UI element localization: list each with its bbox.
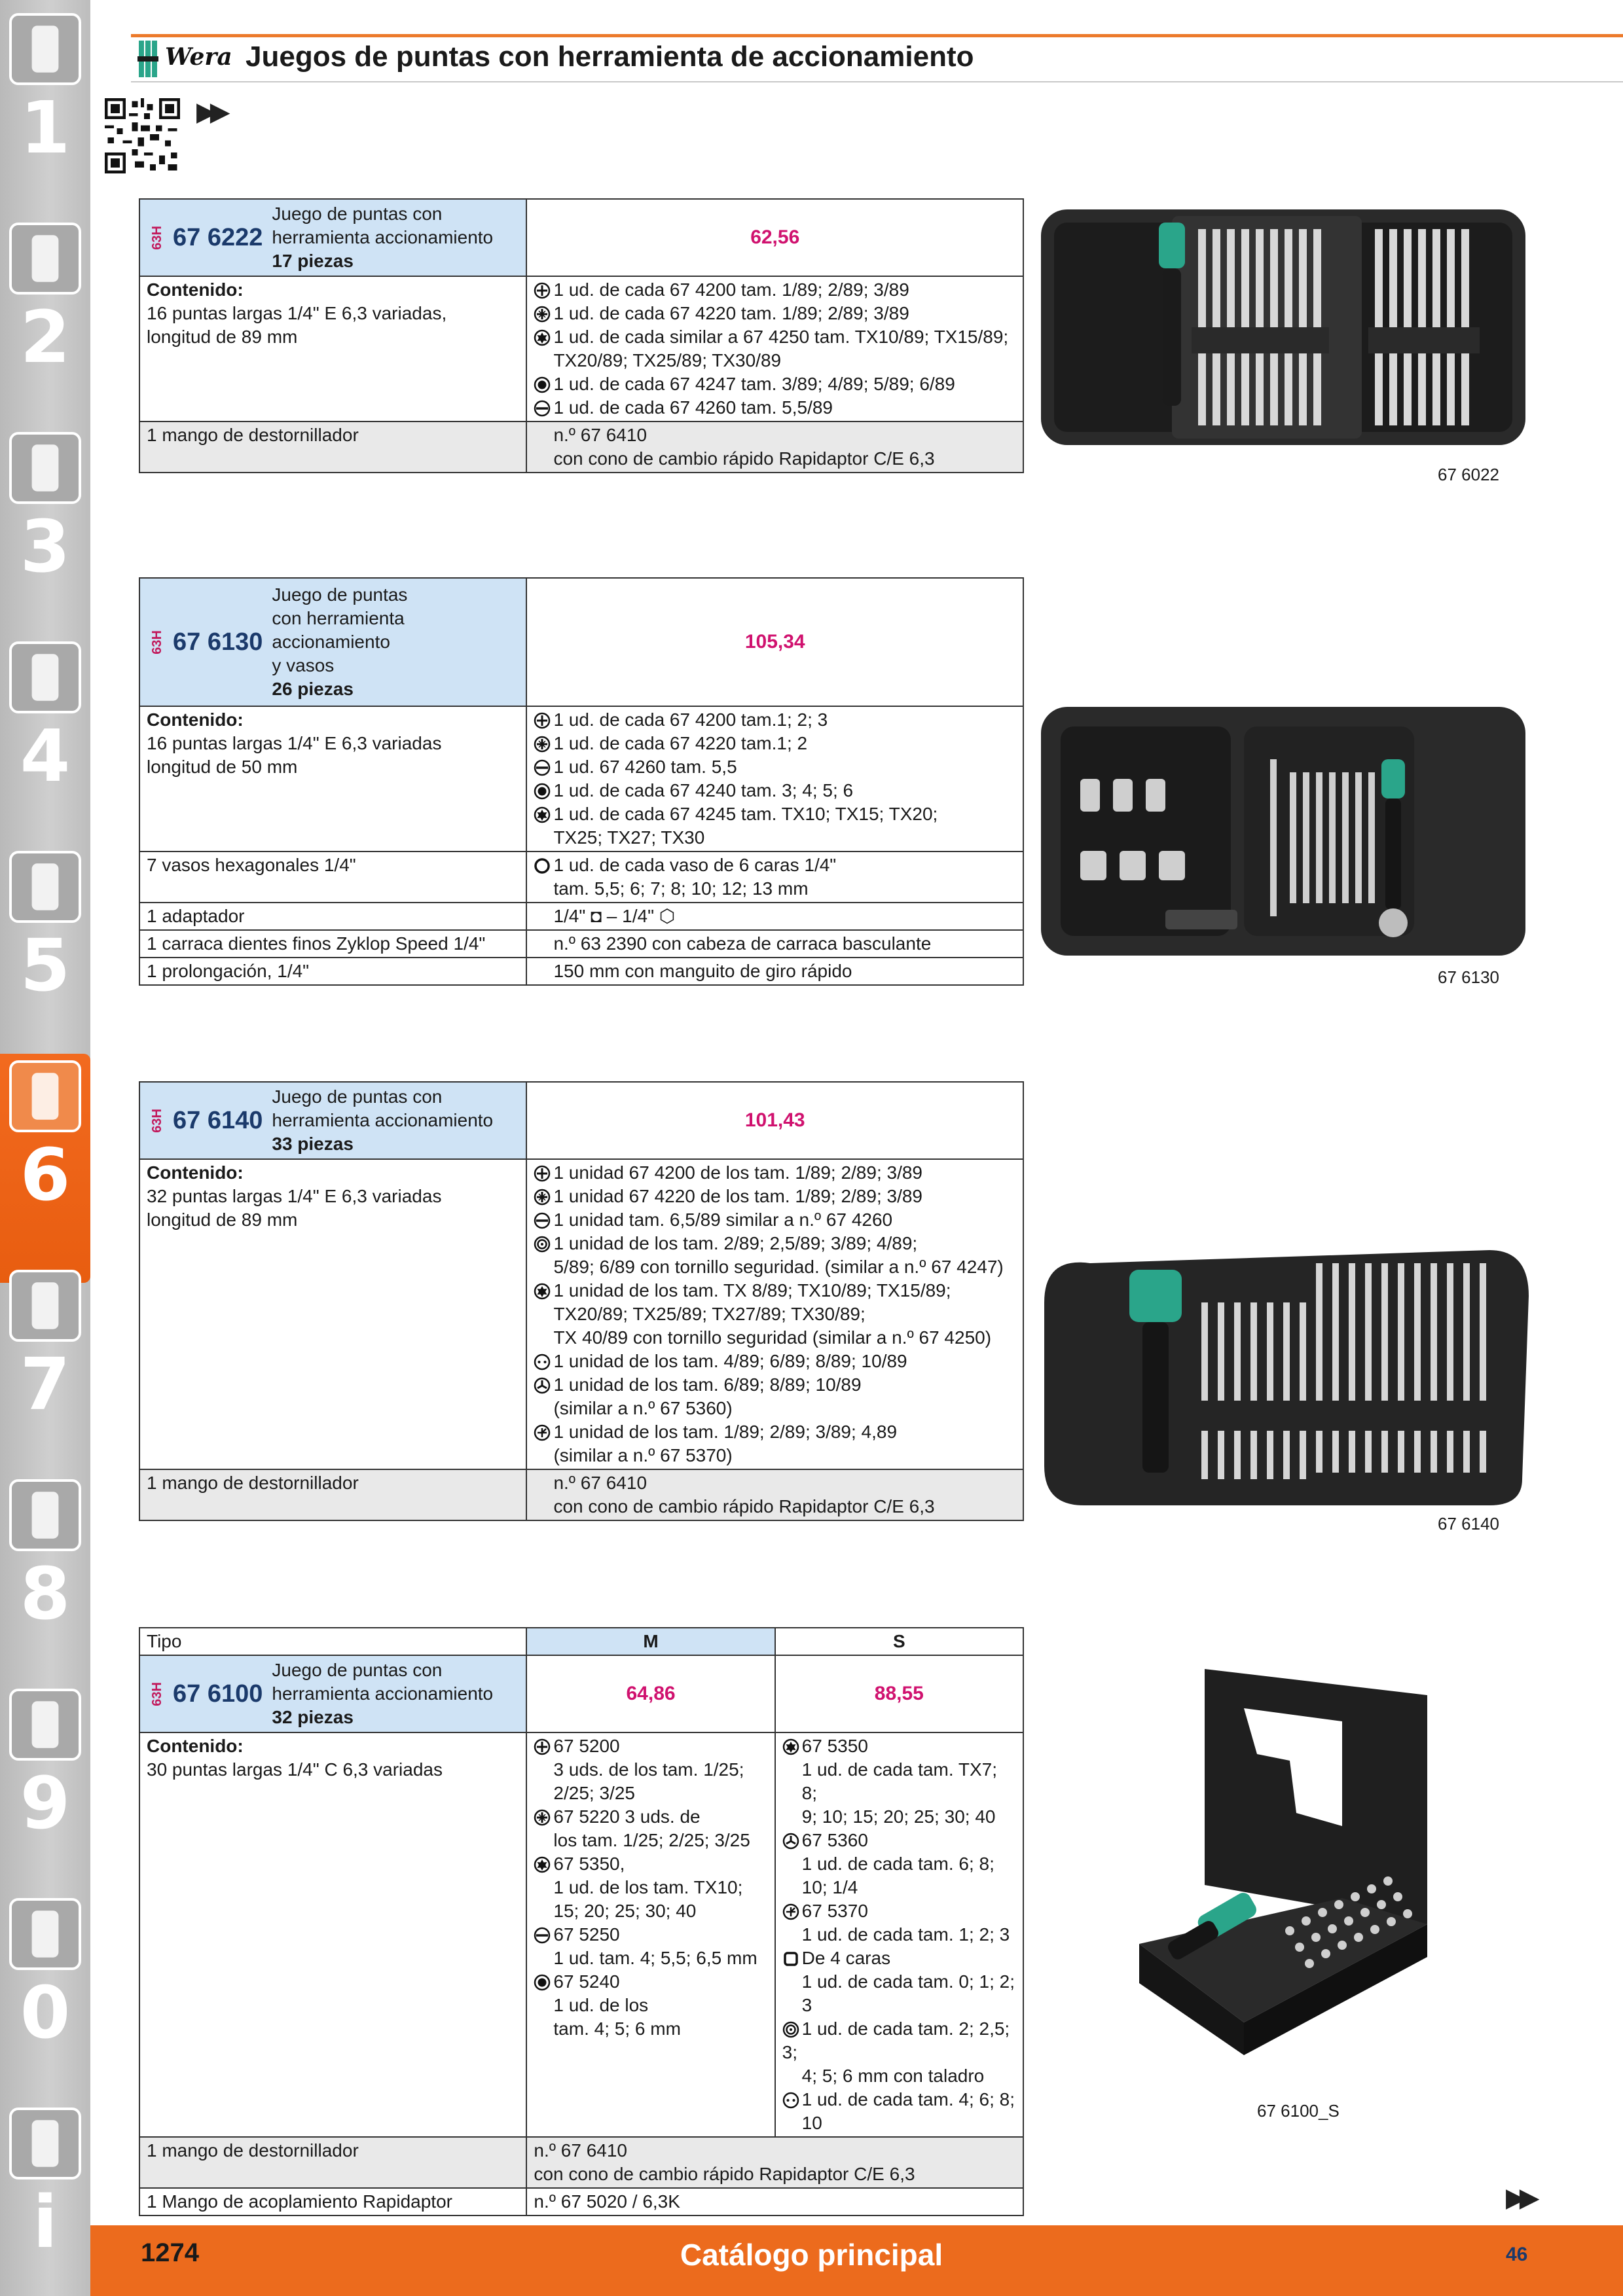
content-item-text: n.º 67 6410 <box>553 425 647 445</box>
content-item <box>534 1734 767 1758</box>
content-item-text: 67 5350, <box>553 1854 625 1874</box>
content-label-line: 1 adaptador <box>147 906 245 926</box>
content-item-text: 1 ud. de cada tam. TX7; 8; <box>801 1759 998 1803</box>
hex-security-icon <box>782 2021 799 2038</box>
hex-security-icon <box>534 1236 551 1253</box>
qr-code[interactable] <box>105 98 180 173</box>
content-item <box>534 302 1016 325</box>
content-detail <box>526 852 1023 903</box>
catalog-page-number: 46 <box>1506 2244 1528 2265</box>
description-line: Juego de puntas con <box>272 204 443 224</box>
content-row <box>139 1469 1023 1520</box>
content-item <box>534 755 1016 779</box>
content-item-text: 1 unidad 67 4220 de los tam. 1/89; 2/89; 3/89 <box>553 1186 922 1206</box>
content-item <box>534 1970 767 1994</box>
product-table-67-6222 <box>139 198 1024 473</box>
content-item <box>534 1852 767 1876</box>
content-label-line: 1 mango de destornillador <box>147 425 359 445</box>
content-item-text: De 4 caras <box>801 1948 891 1968</box>
content-item-text: con cono de cambio rápido Rapidaptor C/E 6,3 <box>553 1496 935 1516</box>
content-item-text: con cono de cambio rápido Rapidaptor C/E 6,3 <box>553 448 935 469</box>
page-number: 1274 <box>141 2238 199 2267</box>
content-item-text: 1 ud. de cada 67 4200 tam.1; 2; 3 <box>553 709 828 730</box>
slotted-icon <box>534 759 551 776</box>
caliper-icon[interactable] <box>9 641 81 713</box>
description-line: accionamiento <box>272 632 390 652</box>
content-item-text: TX 40/89 con tornillo seguridad (similar a n.º 67 4250) <box>553 1327 992 1348</box>
price: 105,34 <box>526 578 1023 706</box>
content-detail <box>526 422 1023 473</box>
product-description <box>272 1085 493 1156</box>
content-item <box>534 1420 1016 1444</box>
image-caption: 67 6140 <box>1438 1514 1499 1534</box>
content-item <box>534 708 1016 732</box>
content-item-continuation <box>534 1444 1016 1467</box>
content-item-continuation <box>534 826 1016 850</box>
content-item-text: (similar a n.º 67 5370) <box>553 1445 733 1465</box>
content-item-continuation <box>782 1852 1016 1876</box>
content-item <box>534 278 1016 302</box>
content-item-text: 1 ud. 67 4260 tam. 5,5 <box>553 757 737 777</box>
torx-icon <box>534 329 551 346</box>
content-item-continuation <box>534 905 1016 928</box>
content-item-text: 1 unidad de los tam. 6/89; 8/89; 10/89 <box>553 1374 862 1395</box>
content-item-text: tam. 4; 5; 6 mm <box>553 2018 681 2039</box>
product-id-cell <box>139 199 526 276</box>
phillips-icon <box>534 1165 551 1182</box>
chapter-number[interactable]: 3 <box>20 505 71 588</box>
safety-glasses-icon[interactable] <box>9 1898 81 1970</box>
product-number[interactable]: 67 6222 <box>173 224 263 251</box>
adapter-row-label: 1 Mango de acoplamiento Rapidaptor <box>139 2188 526 2215</box>
detail-line: n.º 67 6410 <box>534 2140 627 2161</box>
content-item-text: 2/25; 3/25 <box>553 1783 635 1803</box>
content-item-continuation <box>534 1495 1016 1518</box>
phillips-icon <box>534 712 551 729</box>
torx-icon <box>782 1738 799 1755</box>
content-item <box>782 1899 1016 1923</box>
price-m: 64,86 <box>526 1655 775 1732</box>
content-item-text: 1 ud. tam. 4; 5,5; 6,5 mm <box>553 1948 757 1968</box>
content-label-line: 16 puntas largas 1/4" E 6,3 variadas <box>147 733 442 753</box>
content-label <box>139 1159 526 1469</box>
chapter-number[interactable]: 8 <box>20 1552 71 1636</box>
piece-count: 17 piezas <box>272 251 354 271</box>
slotted-icon <box>534 1927 551 1944</box>
content-detail <box>526 903 1023 930</box>
spanner-icon <box>534 1354 551 1371</box>
tri-wing-icon <box>534 1377 551 1394</box>
content-item <box>782 1829 1016 1852</box>
product-id-cell <box>139 1655 526 1732</box>
header-underline <box>131 81 1623 82</box>
content-item-continuation <box>534 1397 1016 1420</box>
slotted-icon <box>534 400 551 417</box>
brand-name: Wera <box>165 43 232 71</box>
square-icon <box>782 1950 799 1967</box>
content-item-continuation <box>782 1970 1016 2017</box>
chapter-number[interactable]: 9 <box>20 1761 71 1845</box>
hex-icon <box>534 1974 551 1991</box>
content-item-text: TX25; TX27; TX30 <box>553 827 705 848</box>
content-item <box>534 1923 767 1946</box>
price: 101,43 <box>526 1082 1023 1159</box>
content-item-text: 1 ud. de los <box>553 1995 649 2015</box>
variant-s-header: S <box>775 1628 1023 1655</box>
content-item-text: 10; 1/4 <box>801 1877 858 1897</box>
content-item <box>782 1734 1016 1758</box>
image-caption: 67 6100_S <box>1257 2101 1340 2121</box>
phillips-icon <box>534 1738 551 1755</box>
content-detail <box>526 706 1023 852</box>
content-row <box>139 422 1023 473</box>
content-row <box>139 706 1023 852</box>
content-item-text: 1 ud. de cada 67 4240 tam. 3; 4; 5; 6 <box>553 780 854 800</box>
content-item-text: 1 ud. de los tam. TX10; <box>553 1877 743 1897</box>
content-item-text: tam. 5,5; 6; 7; 8; 10; 12; 13 mm <box>553 878 809 899</box>
product-image-67-6140 <box>1031 1244 1535 1512</box>
info-icon[interactable] <box>9 2108 81 2179</box>
content-item-continuation <box>534 960 1016 983</box>
variant-m-header: M <box>526 1628 775 1655</box>
pozidriv-icon <box>534 1809 551 1826</box>
description-line: herramienta accionamiento <box>272 227 494 247</box>
product-number[interactable]: 67 6130 <box>173 628 263 656</box>
content-label-line: Contenido: <box>147 709 244 730</box>
tool-cabinet-icon[interactable] <box>9 1689 81 1761</box>
content-item-text: 10 <box>801 2113 822 2133</box>
content-item-continuation <box>534 1471 1016 1495</box>
category-tag: 63H <box>150 630 164 655</box>
content-label <box>139 930 526 958</box>
description-line: con herramienta <box>272 608 405 628</box>
phillips-icon <box>534 282 551 299</box>
content-item-text: 15; 20; 25; 30; 40 <box>553 1901 697 1921</box>
hex-icon <box>534 376 551 393</box>
handle-row-label: 1 mango de destornillador <box>139 2137 526 2188</box>
image-caption: 67 6022 <box>1438 465 1499 484</box>
content-item-text: 67 5370 <box>801 1901 868 1921</box>
product-table-67-6100 <box>139 1627 1024 2216</box>
content-item <box>782 2017 1016 2064</box>
content-item-text: 1 ud. de cada similar a 67 4250 tam. TX10/89; TX15/89; <box>553 327 1009 347</box>
socket-icon <box>534 857 551 874</box>
content-row <box>139 276 1023 422</box>
content-item-text: 1 ud. de cada tam. 4; 6; 8; <box>801 2089 1015 2109</box>
content-detail <box>526 1469 1023 1520</box>
content-item-text: 67 5250 <box>553 1924 620 1945</box>
detail-line: con cono de cambio rápido Rapidaptor C/E 6,3 <box>534 2164 915 2184</box>
header-rule <box>131 34 1623 37</box>
slotted-icon <box>534 1212 551 1229</box>
content-item-text: 1 ud. de cada tam. 2; 2,5; 3; <box>782 2018 1010 2062</box>
description-line: y vasos <box>272 655 335 675</box>
content-item-continuation <box>534 423 1016 447</box>
piece-count: 33 piezas <box>272 1134 354 1154</box>
torx-icon <box>534 1856 551 1873</box>
content-label-line: 1 prolongación, 1/4" <box>147 961 310 981</box>
content-item <box>534 1185 1016 1208</box>
content-item-text: 1 ud. de cada vaso de 6 caras 1/4" <box>553 855 837 875</box>
chapter-number[interactable]: 6 <box>20 1133 71 1217</box>
content-item-continuation <box>534 1994 767 2017</box>
content-label <box>139 422 526 473</box>
content-label-line: longitud de 50 mm <box>147 757 298 777</box>
content-item-continuation <box>534 1829 767 1852</box>
content-item <box>782 2088 1016 2111</box>
description-line: herramienta accionamiento <box>272 1683 494 1704</box>
content-item <box>534 1161 1016 1185</box>
hex-icon <box>534 783 551 800</box>
content-heading: Contenido: <box>147 1736 244 1756</box>
content-item-text: 1 unidad de los tam. 2/89; 2,5/89; 3/89; 4/89; <box>553 1233 918 1253</box>
content-item <box>534 1208 1016 1232</box>
content-item-text: 4; 5; 6 mm con taladro <box>801 2066 985 2086</box>
content-item-text: 150 mm con manguito de giro rápido <box>553 961 852 981</box>
content-item-text: 1 unidad 67 4200 de los tam. 1/89; 2/89; 3/89 <box>553 1162 922 1183</box>
content-item-text: 1 ud. de cada 67 4247 tam. 3/89; 4/89; 5/89; 6/89 <box>553 374 955 394</box>
content-item-text: 1 unidad tam. 6,5/89 similar a n.º 67 4260 <box>553 1210 893 1230</box>
chuck-icon[interactable] <box>9 432 81 504</box>
content-item-text: 1 ud. de cada tam. 0; 1; 2; 3 <box>801 1971 1015 2015</box>
category-tag: 63H <box>150 225 164 250</box>
page-title: Juegos de puntas con herramienta de accionamiento <box>246 41 974 73</box>
content-item-text: TX20/89; TX25/89; TX27/89; TX30/89; <box>553 1304 866 1324</box>
content-label-line: 16 puntas largas 1/4" E 6,3 variadas, <box>147 303 447 323</box>
torq-set-icon <box>534 1424 551 1441</box>
content-item-text: 5/89; 6/89 con tornillo seguridad. (similar a n.º 67 4247) <box>553 1257 1004 1277</box>
content-item <box>782 1946 1016 1970</box>
next-page-arrow-icon[interactable]: ▶▶ <box>1506 2183 1533 2212</box>
content-item-continuation <box>534 877 1016 901</box>
description-line: Juego de puntas con <box>272 1086 443 1107</box>
content-detail <box>526 930 1023 958</box>
torq-set-icon <box>782 1903 799 1920</box>
product-id-cell <box>139 1082 526 1159</box>
content-row <box>139 1159 1023 1469</box>
content-label-line: longitud de 89 mm <box>147 327 298 347</box>
content-item-text: 1 unidad de los tam. 4/89; 6/89; 8/89; 10/89 <box>553 1351 907 1371</box>
piece-count: 26 piezas <box>272 679 354 699</box>
category-tag: 63H <box>150 1681 164 1706</box>
content-row <box>139 930 1023 958</box>
description-line: Juego de puntas <box>272 584 408 605</box>
content-item <box>534 732 1016 755</box>
content-item-text: 1 unidad de los tam. TX 8/89; TX10/89; TX15/89; <box>553 1280 951 1300</box>
content-item-text: 1 ud. de cada 67 4220 tam. 1/89; 2/89; 3/89 <box>553 303 909 323</box>
content-item-text: n.º 67 6410 <box>553 1473 647 1493</box>
content-item <box>534 853 1016 877</box>
pozidriv-icon <box>534 306 551 323</box>
content-item-continuation <box>534 1946 767 1970</box>
product-id-cell <box>139 578 526 706</box>
price: 62,56 <box>526 199 1023 276</box>
pozidriv-icon <box>534 1189 551 1206</box>
tri-wing-icon <box>782 1833 799 1850</box>
content-line: 30 puntas largas 1/4" C 6,3 variadas <box>147 1759 443 1780</box>
category-tag: 63H <box>150 1108 164 1133</box>
wrench-screwdriver-icon[interactable] <box>9 1060 81 1132</box>
content-item-text: los tam. 1/25; 2/25; 3/25 <box>553 1830 750 1850</box>
content-label-line: longitud de 89 mm <box>147 1210 298 1230</box>
product-description <box>272 202 493 273</box>
content-item-continuation <box>534 1782 767 1805</box>
chapter-number[interactable]: 1 <box>20 86 71 170</box>
image-caption: 67 6130 <box>1438 967 1499 987</box>
content-label-line: 7 vasos hexagonales 1/4" <box>147 855 356 875</box>
content-detail <box>526 276 1023 422</box>
content-item <box>534 1805 767 1829</box>
content-item-continuation <box>534 1326 1016 1350</box>
content-item-text: 1 unidad de los tam. 1/89; 2/89; 3/89; 4,89 <box>553 1422 898 1442</box>
content-item-text: 67 5360 <box>801 1830 868 1850</box>
content-item-text: 1 ud. de cada tam. 6; 8; <box>801 1854 994 1874</box>
content-item-continuation <box>534 2017 767 2041</box>
chapter-number[interactable]: i <box>33 2180 58 2264</box>
content-item-continuation <box>534 1876 767 1899</box>
chapter-number[interactable]: 4 <box>20 714 71 798</box>
content-item-text: n.º 63 2390 con cabeza de carraca basculante <box>553 933 932 954</box>
content-item-text: 1 ud. de cada 67 4200 tam. 1/89; 2/89; 3/89 <box>553 279 909 300</box>
content-label <box>139 903 526 930</box>
description-line: Juego de puntas con <box>272 1660 443 1680</box>
product-image-67-6022 <box>1034 196 1532 458</box>
torx-icon <box>534 806 551 823</box>
product-table-67-6140 <box>139 1081 1024 1521</box>
content-label-line: Contenido: <box>147 1162 244 1183</box>
content-label-line: Contenido: <box>147 279 244 300</box>
product-number[interactable]: 67 6100 <box>173 1680 263 1708</box>
content-item-continuation <box>782 2111 1016 2135</box>
saw-blade-icon[interactable] <box>9 851 81 923</box>
chapter-number[interactable]: 2 <box>20 295 71 379</box>
content-item-continuation <box>782 1805 1016 1829</box>
content-item-continuation <box>534 1255 1016 1279</box>
content-item-text: 67 5200 <box>553 1736 620 1756</box>
content-row <box>139 903 1023 930</box>
content-item-text: 1 ud. de cada tam. 1; 2; 3 <box>801 1924 1010 1945</box>
footer-title: Catálogo principal <box>680 2238 943 2272</box>
content-label-line: 1 mango de destornillador <box>147 1473 359 1493</box>
content-item-continuation <box>534 1758 767 1782</box>
content-item-continuation <box>782 1758 1016 1805</box>
content-variant-s <box>775 1732 1023 2137</box>
content-item-continuation <box>782 1923 1016 1946</box>
content-item <box>534 802 1016 826</box>
content-detail <box>526 958 1023 985</box>
piece-count: 32 piezas <box>272 1707 354 1727</box>
content-item-text: 9; 10; 15; 20; 25; 30; 40 <box>801 1806 996 1827</box>
tool-case-icon[interactable] <box>9 1479 81 1551</box>
content-item-text: 3 uds. de los tam. 1/25; <box>553 1759 744 1780</box>
handle-row-detail <box>526 2137 1023 2188</box>
pliers-icon[interactable] <box>9 1270 81 1342</box>
content-item <box>534 396 1016 420</box>
content-item <box>534 1350 1016 1373</box>
content-label <box>139 1469 526 1520</box>
content-item-continuation <box>782 2064 1016 2088</box>
chapter-sidebar <box>0 0 90 2296</box>
content-item-text: 1/4" ◘ – 1/4" ⬡ <box>553 906 676 926</box>
content-label <box>139 958 526 985</box>
torx-icon <box>534 1283 551 1300</box>
content-row <box>139 958 1023 985</box>
content-item <box>534 1232 1016 1255</box>
price-s: 88,55 <box>775 1655 1023 1732</box>
content-item <box>534 372 1016 396</box>
type-label: Tipo <box>139 1628 526 1655</box>
content-label <box>139 276 526 422</box>
chapter-number[interactable]: 0 <box>20 1971 71 2054</box>
content-item <box>534 325 1016 349</box>
content-item-continuation <box>534 1302 1016 1326</box>
content-row <box>139 852 1023 903</box>
content-item-text: 1 ud. de cada 67 4260 tam. 5,5/89 <box>553 397 833 418</box>
content-item <box>534 1373 1016 1397</box>
content-item-text: (similar a n.º 67 5360) <box>553 1398 733 1418</box>
spanner-icon <box>782 2092 799 2109</box>
content-item <box>534 779 1016 802</box>
content-label <box>139 852 526 903</box>
content-label-line: 1 carraca dientes finos Zyklop Speed 1/4" <box>147 933 486 954</box>
content-item-text: 67 5350 <box>801 1736 868 1756</box>
content-variant-m <box>526 1732 775 2137</box>
continue-arrow-icon[interactable]: ▶▶ <box>196 98 224 126</box>
pozidriv-icon <box>534 736 551 753</box>
content-item-text: TX20/89; TX25/89; TX30/89 <box>553 350 782 370</box>
content-label-line: 32 puntas largas 1/4" E 6,3 variadas <box>147 1186 442 1206</box>
grinder-icon[interactable] <box>9 223 81 295</box>
content-detail <box>526 1159 1023 1469</box>
chapter-number[interactable]: 5 <box>20 924 71 1007</box>
content-label <box>139 706 526 852</box>
content-item-text: 67 5220 3 uds. de <box>553 1806 701 1827</box>
content-item-text: 1 ud. de cada 67 4245 tam. TX10; TX15; TX20; <box>553 804 938 824</box>
content-item-continuation <box>534 349 1016 372</box>
product-description <box>272 1659 493 1729</box>
product-image-67-6130 <box>1034 700 1532 962</box>
product-description <box>272 583 407 701</box>
chapter-number[interactable]: 7 <box>20 1342 71 1426</box>
drill-bit-icon[interactable] <box>9 13 81 85</box>
content-item <box>534 1279 1016 1302</box>
content-item-text: 67 5240 <box>553 1971 620 1992</box>
content-item-text: 1 ud. de cada 67 4220 tam.1; 2 <box>553 733 808 753</box>
description-line: herramienta accionamiento <box>272 1110 494 1130</box>
product-number[interactable]: 67 6140 <box>173 1107 263 1134</box>
content-item-continuation <box>534 447 1016 471</box>
product-table-67-6130 <box>139 577 1024 986</box>
product-image-67-6100 <box>1126 1656 1440 2101</box>
content-description <box>139 1732 526 2137</box>
adapter-row-detail: n.º 67 5020 / 6,3K <box>526 2188 1023 2215</box>
content-item-continuation <box>782 1876 1016 1899</box>
content-item-continuation <box>534 932 1016 956</box>
content-item-continuation <box>534 1899 767 1923</box>
